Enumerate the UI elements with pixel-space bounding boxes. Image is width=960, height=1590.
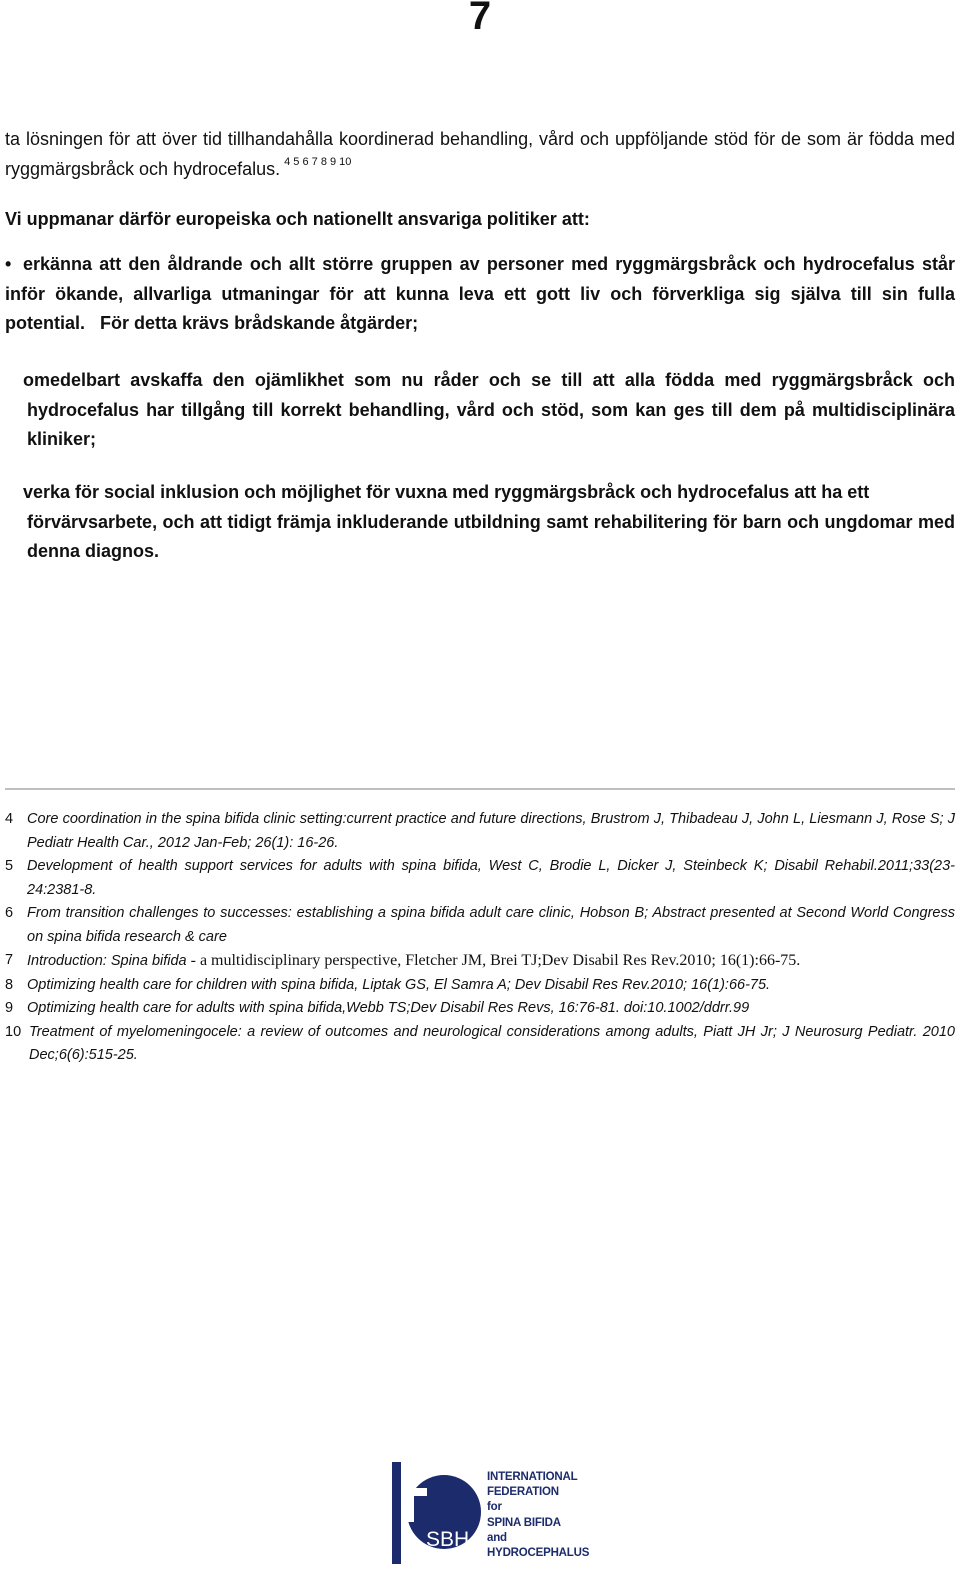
demand-1-tail: För detta krävs brådskande åtgärder; bbox=[100, 313, 419, 333]
footnote-text: Introduction: Spina bifida bbox=[27, 953, 187, 969]
footnote-8 bbox=[5, 974, 955, 998]
demand-bullet-1 bbox=[5, 250, 955, 339]
footnote-6 bbox=[5, 902, 955, 949]
reference-markers: 4 5 6 7 8 9 10 bbox=[284, 156, 352, 168]
logo-line: HYDROCEPHALUS bbox=[487, 1547, 590, 1560]
ifsbh-logo-mark bbox=[390, 1448, 482, 1568]
footnote-text: Optimizing health care for children with spina bifida, Liptak GS, El Samra A; Dev Disabil Res Rev.2010; 16(1):66-75. bbox=[27, 976, 771, 993]
footnote-number: 4 bbox=[5, 811, 14, 827]
logo-line: SPINA BIFIDA bbox=[487, 1516, 561, 1529]
bullet-mark bbox=[5, 478, 23, 508]
demand-3-first-line bbox=[23, 478, 955, 508]
footnotes bbox=[5, 808, 955, 1068]
footnote-9 bbox=[5, 997, 955, 1021]
page-number: 7 bbox=[468, 0, 492, 38]
bullet-mark: • bbox=[5, 254, 12, 274]
footnote-text: Core coordination in the spina bifida clinic setting:current practice and future directions, Brustrom J, Thibadeau J, John L, Liesmann J, Rose S; J Pediatr Health Car., 2012 Jan-Feb; 26(1): 16-26. bbox=[27, 811, 955, 851]
demand-bullet-3 bbox=[5, 478, 955, 567]
footnote-number: 6 bbox=[5, 905, 14, 921]
demand-2-text: omedelbart avskaffa den ojämlikhet som nu råder och se till att alla födda med ryggmärgsbråck och hydrocefalus har tillgång till korrekt behandling, vård och stöd, som kan ges till dem på multidisciplinära kliniker; bbox=[23, 370, 955, 449]
footnote-10 bbox=[5, 1021, 955, 1068]
bullet-mark bbox=[5, 366, 23, 396]
intro-paragraph bbox=[5, 124, 955, 184]
logo-line: for bbox=[487, 1501, 502, 1514]
demand-3-text-line1: verka för social inklusion och möjlighet för vuxna med ryggmärgsbråck och hydrocefalus att ha ett bbox=[23, 482, 870, 502]
footnote-4 bbox=[5, 808, 955, 855]
footnote-text: Optimizing health care for adults with spina bifida,Webb TS;Dev Disabil Res Revs, 16:76-81. doi:10.1002/ddrr.99 bbox=[27, 1000, 750, 1016]
footnote-7 bbox=[5, 949, 955, 974]
logo-line: INTERNATIONAL bbox=[487, 1471, 578, 1483]
intro-text: ta lösningen för att över tid tillhandahålla koordinerad behandling, vård och uppföljande stöd för de som är födda med ryggmärgsbråck och hydrocefalus. bbox=[5, 129, 955, 179]
ifsbh-logo bbox=[390, 1448, 590, 1568]
svg-text:SBH: SBH bbox=[426, 1528, 470, 1551]
footnote-number: 5 bbox=[5, 858, 14, 874]
footnote-text-roman: - a multidisciplinary perspective, Fletcher JM, Brei TJ;Dev Disabil Res Rev.2010; 16(1):66-75. bbox=[186, 952, 801, 969]
demand-3-text-rest: förvärvsarbete, och att tidigt främja inkluderande utbildning samt rehabilitering för barn och ungdomar med denna diagnos. bbox=[27, 511, 955, 561]
footnote-5 bbox=[5, 855, 955, 902]
footnote-number: 8 bbox=[5, 976, 14, 993]
demand-bullet-2 bbox=[5, 366, 955, 455]
footnote-text: From transition challenges to successes: establishing a spina bifida adult care clinic, Hobson B; Abstract presented at Second World Congress on spina bifida research & care bbox=[27, 905, 955, 945]
logo-line: and bbox=[487, 1531, 507, 1544]
footnote-number: 9 bbox=[5, 1000, 14, 1016]
footnote-separator bbox=[5, 788, 955, 790]
footnote-number: 10 bbox=[5, 1023, 22, 1040]
footnote-text: Treatment of myelomeningocele: a review of outcomes and neurological considerations among adults, Piatt JH Jr; J Neurosurg Pediatr. 2010 Dec;6(6):515-25. bbox=[29, 1023, 955, 1063]
logo-wordmark bbox=[487, 1470, 589, 1561]
footnote-text: Development of health support services for adults with spina bifida, West C, Brodie L, Dicker J, Steinbeck K; Disabil Rehabil.2011;33(23-24:2381-8. bbox=[27, 858, 955, 898]
appeal-heading: Vi uppmanar därför europeiska och nationellt ansvariga politiker att: bbox=[5, 209, 590, 229]
logo-line: FEDERATION bbox=[487, 1486, 559, 1499]
footnote-number: 7 bbox=[5, 952, 14, 968]
demand-1-text: erkänna att den åldrande och allt större gruppen av personer med ryggmärgsbråck och hydrocefalus står inför ökande, allvarliga utmaningar för att kunna leva ett gott liv och förverkliga sig själva till sin fulla potential. bbox=[5, 254, 955, 333]
